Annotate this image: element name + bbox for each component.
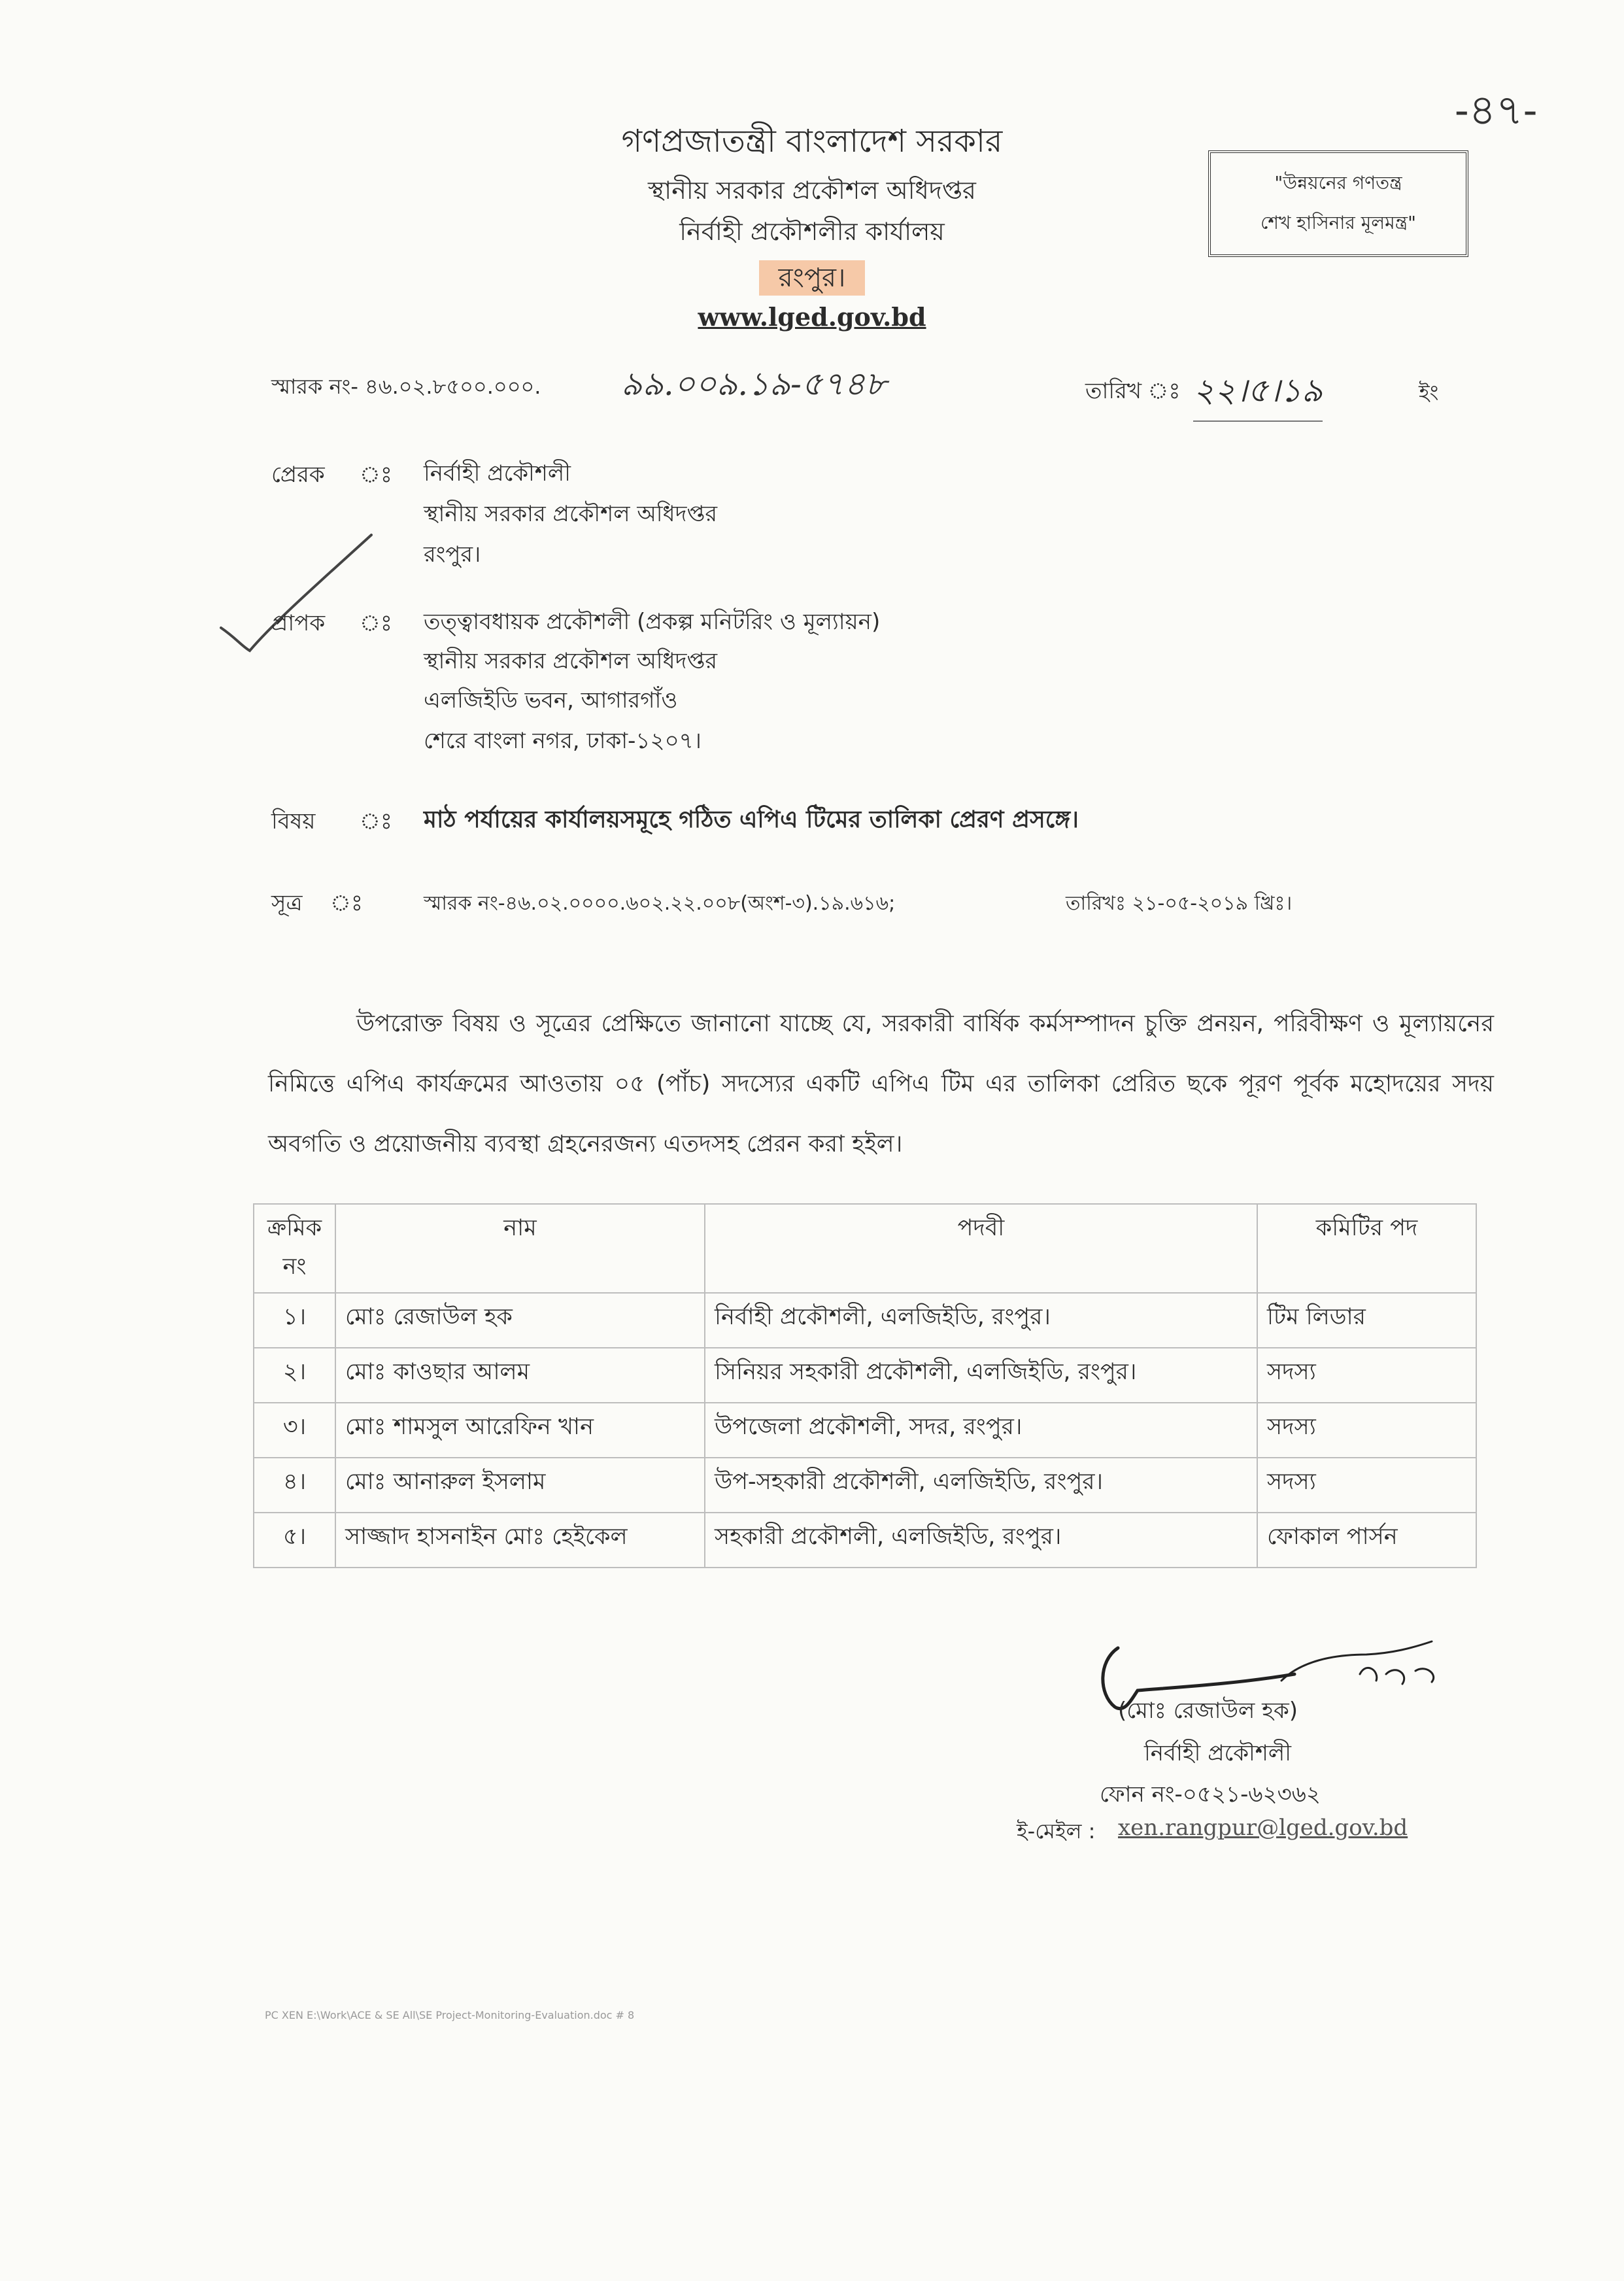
sutra-label: সূত্র xyxy=(271,890,303,916)
sutra-sep: ঃ xyxy=(330,890,363,916)
memo-ref-printed: ৪৬.০২.৮৫০০.০০০. xyxy=(365,374,541,399)
serial-cell: ৩। xyxy=(254,1403,335,1458)
memo-date-label: তারিখ ঃ xyxy=(1085,378,1181,404)
designation-cell: সহকারী প্রকৌশলী, এলজিইডি, রংপুর। xyxy=(705,1513,1257,1568)
slogan-line-1: "উন্নয়নের গণতন্ত্র xyxy=(1274,171,1402,194)
role-cell: ফোকাল পার্সন xyxy=(1257,1513,1476,1568)
table-row xyxy=(254,1348,1476,1403)
website-link[interactable]: www.lged.gov.bd xyxy=(698,302,926,332)
sutra-date: তারিখঃ ২১-০৫-২০১৯ খ্রিঃ। xyxy=(1066,892,1293,915)
memo-ref-handwritten: ৯৯.০০৯.১৯-৫৭৪৮ xyxy=(621,365,887,403)
office-city-text: রংপুর। xyxy=(759,260,866,296)
recipient-line-4: শেরে বাংলা নগর, ঢাকা-১২০৭। xyxy=(424,728,702,754)
col-designation-header: পদবী xyxy=(705,1204,1257,1293)
role-cell: সদস্য xyxy=(1257,1458,1476,1513)
role-cell: সদস্য xyxy=(1257,1348,1476,1403)
slogan-line-2: শেখ হাসিনার মূলমন্ত্র" xyxy=(1260,211,1416,233)
serial-cell: ২। xyxy=(254,1348,335,1403)
role-cell: টিম লিডার xyxy=(1257,1293,1476,1348)
designation-cell: উপ-সহকারী প্রকৌশলী, এলজিইডি, রংপুর। xyxy=(705,1458,1257,1513)
memo-ref-label: স্মারক নং- xyxy=(271,374,358,399)
serial-cell: ৫। xyxy=(254,1513,335,1568)
slogan-box xyxy=(1208,150,1468,257)
apa-team-table xyxy=(253,1203,1477,1568)
page-number: -৪৭- xyxy=(1455,86,1538,135)
serial-cell: ১। xyxy=(254,1293,335,1348)
role-cell: সদস্য xyxy=(1257,1403,1476,1458)
sutra-ref: স্মারক নং-৪৬.০২.০০০০.৬০২.২২.০০৮(অংশ-৩).১৯.৬১৬; xyxy=(424,892,896,915)
department-name: স্থানীয় সরকার প্রকৌশল অধিদপ্তর xyxy=(648,176,976,205)
memo-date-suffix: ইং xyxy=(1419,380,1439,405)
memo-date-handwritten: ২২।৫।১৯ xyxy=(1193,366,1323,422)
signatory-name: (মোঃ রেজাউল হক) xyxy=(1118,1698,1298,1724)
body-paragraph: উপরোক্ত বিষয় ও সূত্রের প্রেক্ষিতে জানানো যাচ্ছে যে, সরকারী বার্ষিক কর্মসম্পাদন চুক্তি প্রনয়ন, পরিবীক্ষণ ও মূল্যায়নের নিমিত্তে এপিএ কার্যক্রমের আওতায় ০৫ (পাঁচ) সদস্যের একটি এপিএ টিম এর তালিকা প্রেরিত ছকে পূরণ পূর্বক মহোদয়ের সদয় অবগতি ও প্রয়োজনীয় ব্যবস্থা গ্রহনেরজন্য এতদসহ প্রেরন করা হইল। xyxy=(268,1010,1494,1158)
col-role-header: কমিটির পদ xyxy=(1257,1204,1476,1293)
recipient-sep: ঃ xyxy=(360,610,392,636)
email-label: ই-মেইল : xyxy=(1017,1819,1096,1844)
sender-label: প্রেরক xyxy=(271,462,325,488)
designation-cell: নির্বাহী প্রকৌশলী, এলজিইডি, রংপুর। xyxy=(705,1293,1257,1348)
name-cell: সাজ্জাদ হাসনাইন মোঃ হেইকেল xyxy=(335,1513,705,1568)
designation-cell: সিনিয়র সহকারী প্রকৌশলী, এলজিইডি, রংপুর। xyxy=(705,1348,1257,1403)
signatory-designation: নির্বাহী প্রকৌশলী xyxy=(1144,1740,1291,1766)
name-cell: মোঃ কাওছার আলম xyxy=(335,1348,705,1403)
office-city xyxy=(0,257,1624,301)
signatory-phone: ফোন নং-০৫২১-৬২৩৬২ xyxy=(1100,1781,1321,1808)
name-cell: মোঃ শামসুল আরেফিন খান xyxy=(335,1403,705,1458)
designation-cell: উপজেলা প্রকৌশলী, সদর, রংপুর। xyxy=(705,1403,1257,1458)
table-row xyxy=(254,1403,1476,1458)
name-cell: মোঃ রেজাউল হক xyxy=(335,1293,705,1348)
subject-sep: ঃ xyxy=(360,808,392,834)
footer-file-path: PC XEN E:\Work\ACE & SE All\SE Project-Monitoring-Evaluation.doc # 8 xyxy=(265,2009,635,2021)
table-row xyxy=(254,1293,1476,1348)
table-row xyxy=(254,1513,1476,1568)
memo-ref xyxy=(271,370,541,405)
office-name: নির্বাহী প্রকৌশলীর কার্যালয় xyxy=(679,217,945,246)
recipient-line-3: এলজিইডি ভবন, আগারগাঁও xyxy=(424,687,678,713)
government-title: গণপ্রজাতন্ত্রী বাংলাদেশ সরকার xyxy=(621,123,1003,160)
sender-line-2: স্থানীয় সরকার প্রকৌশল অধিদপ্তর xyxy=(424,501,718,527)
table-row xyxy=(254,1458,1476,1513)
col-serial-header: ক্রমিক নং xyxy=(254,1204,335,1293)
serial-cell: ৪। xyxy=(254,1458,335,1513)
sender-line-1: নির্বাহী প্রকৌশলী xyxy=(424,460,571,487)
sender-sep: ঃ xyxy=(360,462,392,488)
email-link[interactable]: xen.rangpur@lged.gov.bd xyxy=(1118,1815,1408,1841)
col-name-header: নাম xyxy=(335,1204,705,1293)
subject-label: বিষয় xyxy=(271,808,316,834)
recipient-line-2: স্থানীয় সরকার প্রকৌশল অধিদপ্তর xyxy=(424,648,718,674)
subject-text: মাঠ পর্যায়ের কার্যালয়সমূহে গঠিত এপিএ টিমের তালিকা প্রেরণ প্রসঙ্গে। xyxy=(424,806,1079,833)
recipient-line-1: তত্ত্বাবধায়ক প্রকৌশলী (প্রকল্প মনিটরিং ও মূল্যায়ন) xyxy=(424,609,881,635)
check-mark-icon xyxy=(209,530,418,674)
name-cell: মোঃ আনারুল ইসলাম xyxy=(335,1458,705,1513)
recipient-label: প্রাপক xyxy=(271,610,326,636)
table-header-row xyxy=(254,1204,1476,1293)
sender-line-3: রংপুর। xyxy=(424,541,481,568)
